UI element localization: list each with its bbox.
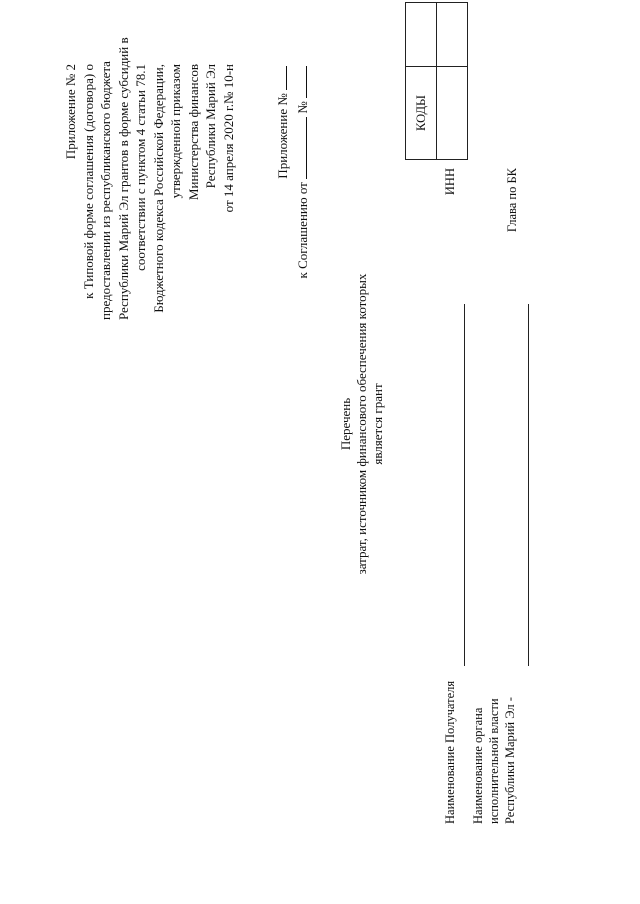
authority-label-line: Республики Марий Эл - <box>503 697 517 824</box>
appendix-number-label: Приложение № <box>275 93 290 179</box>
title-line: является грант <box>370 383 385 465</box>
agreement-date-blank[interactable] <box>306 117 307 179</box>
appendix-line: Министерства финансов <box>185 64 201 201</box>
agreement-date-label: к Соглашению от <box>295 182 310 279</box>
appendix-line: к Типовой форме соглашения (договора) о <box>80 64 96 299</box>
codes-table-row <box>406 3 437 160</box>
codes-table-row <box>437 3 468 160</box>
appendix-line: предоставлении из республиканского бюджета <box>98 61 113 320</box>
bk-code-cell[interactable] <box>437 3 468 67</box>
bk-label: Глава по БК <box>505 168 519 233</box>
appendix-line: соответствии с пунктом 4 статьи 78.1 <box>133 64 148 271</box>
appendix-line: Приложение № 2 <box>63 64 78 160</box>
document-title <box>338 164 386 684</box>
title-line: Перечень <box>338 397 353 451</box>
authority-label-line: Наименование органа <box>471 707 485 824</box>
appendix-number-row <box>273 66 293 316</box>
inn-label: ИНН <box>443 168 457 196</box>
authority-underline[interactable] <box>528 304 529 666</box>
authority-label-line: исполнительной власти <box>487 698 501 824</box>
agreement-number-sign: № <box>295 101 310 114</box>
inn-code-cell[interactable] <box>437 67 468 160</box>
recipient-underline[interactable] <box>464 304 465 666</box>
appendix-header <box>62 37 237 320</box>
codes-header: КОДЫ <box>406 67 437 160</box>
appendix-line: Республики Марий Эл <box>203 64 218 189</box>
codes-header-value <box>406 3 437 67</box>
appendix-line: от 14 апреля 2020 г.№ 10-н <box>220 64 236 213</box>
agreement-date-row <box>293 66 313 316</box>
appendix-line: Республики Марий Эл грантов в форме субсидий в <box>115 37 131 320</box>
agreement-reference <box>273 66 313 316</box>
appendix-line: Бюджетного кодекса Российской Федерации, <box>150 64 166 313</box>
codes-table <box>405 2 468 160</box>
appendix-line: утвержденной приказом <box>168 64 183 199</box>
recipient-label: Наименование Получателя <box>443 680 457 824</box>
title-line: затрат, источником финансового обеспечения которых <box>354 273 369 575</box>
agreement-number-blank[interactable] <box>306 66 307 98</box>
appendix-number-blank[interactable] <box>286 66 287 90</box>
authority-label <box>470 697 518 824</box>
